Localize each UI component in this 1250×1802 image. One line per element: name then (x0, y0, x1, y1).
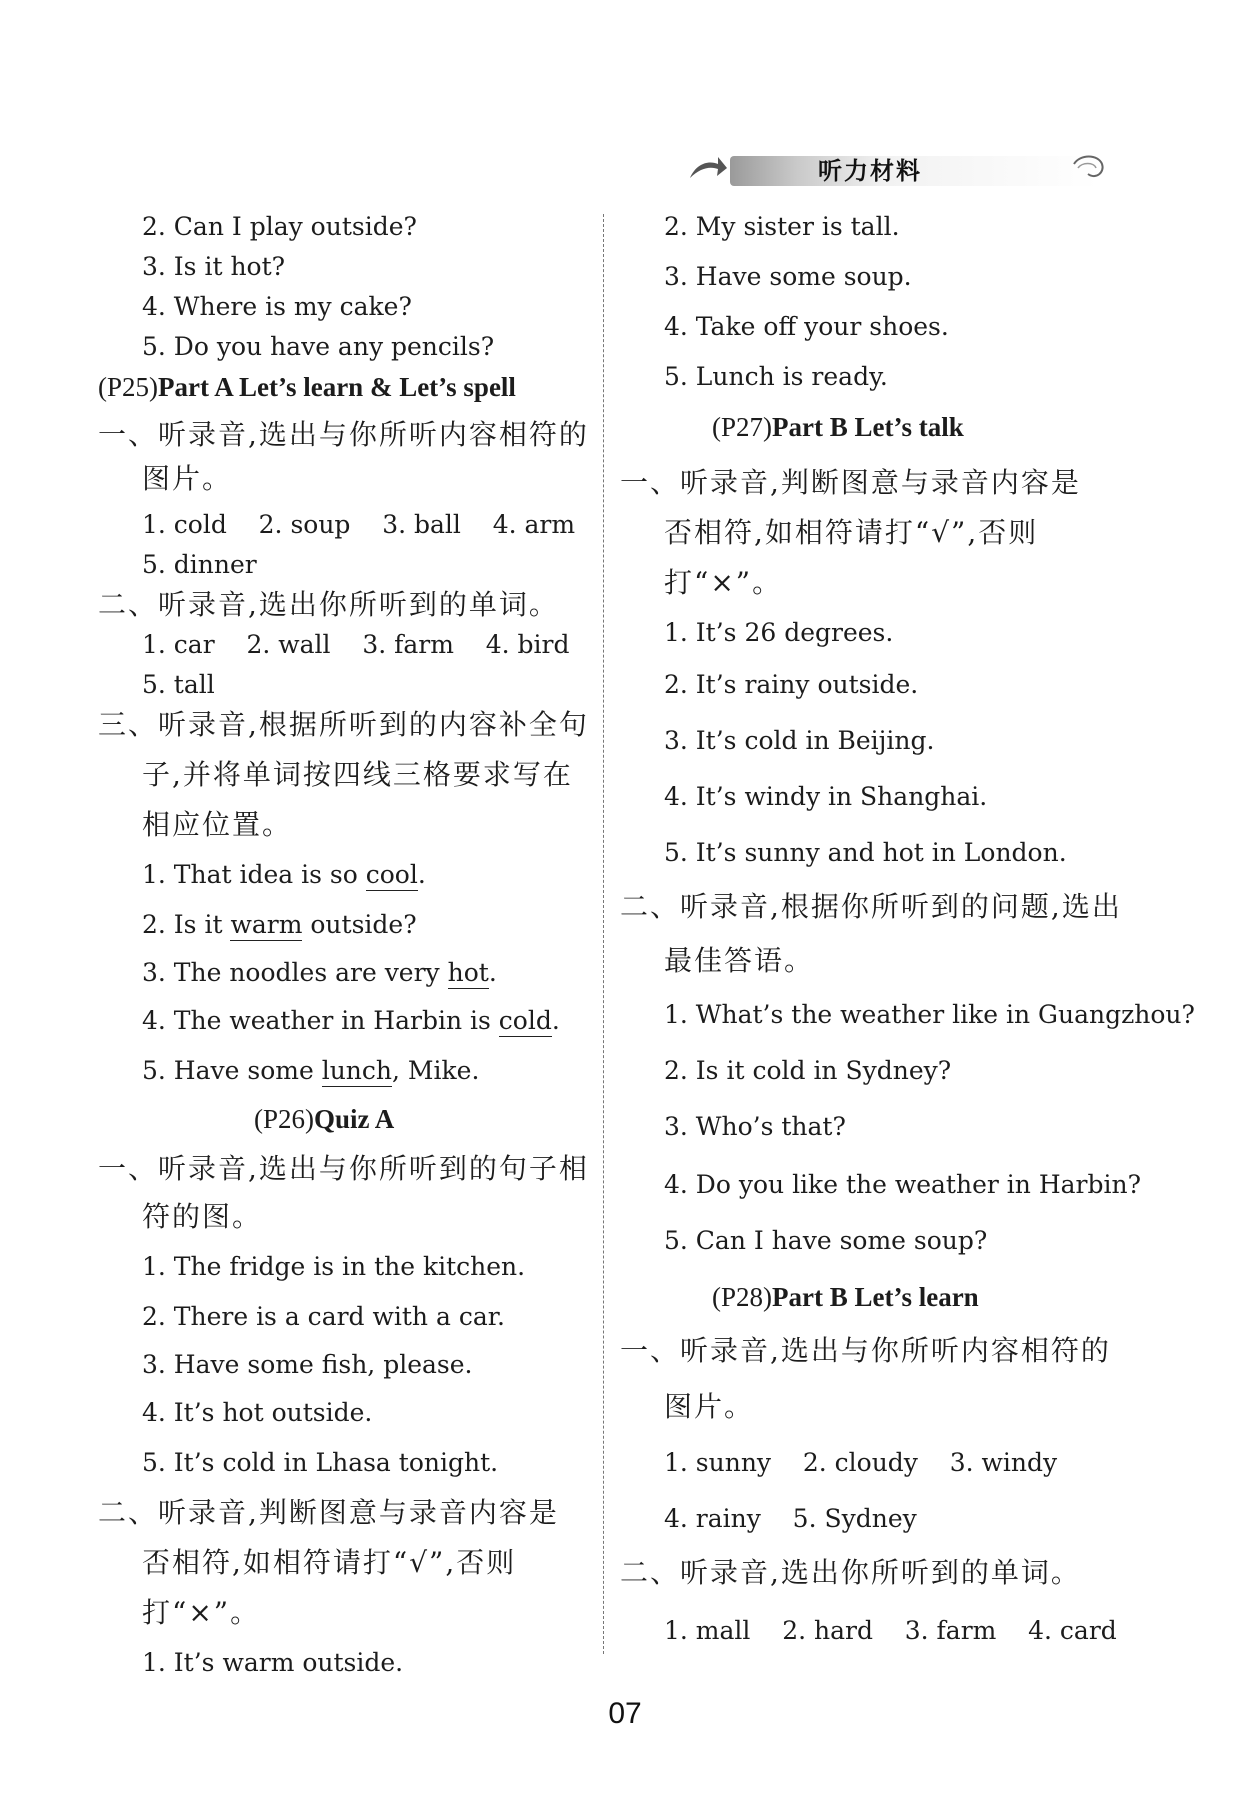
list-item: 5. Do you have any pencils? (142, 332, 495, 361)
arrow-icon (688, 154, 728, 184)
question-text: 听录音,选出与你所听内容相符的 (680, 1334, 1111, 1367)
section-title: Part B Let’s talk (772, 412, 964, 442)
question-heading (98, 588, 559, 622)
answer-word: cool (365, 860, 418, 889)
list-item: 3. Have some fish, please. (142, 1350, 473, 1379)
list-item: 5. Lunch is ready. (664, 362, 888, 391)
list-item: 2. Is it cold in Sydney? (664, 1056, 952, 1085)
question-text: 图片。 (142, 462, 233, 495)
list-item: 1. cold 2. soup 3. ball 4. arm (142, 510, 576, 539)
question-text: 听录音,根据所听到的内容补全句 (158, 708, 589, 741)
list-item: 5. dinner (142, 550, 257, 579)
question-heading (620, 890, 1122, 924)
question-text: 听录音,选出与你所听到的句子相 (158, 1152, 589, 1185)
answer-word: hot (447, 958, 489, 987)
list-item: 5. It’s cold in Lhasa tonight. (142, 1448, 499, 1477)
question-number: 二、 (620, 890, 681, 923)
list-item: 4. Do you like the weather in Harbin? (664, 1170, 1141, 1199)
fill-in-item: 1. That idea is so cool. (142, 860, 426, 889)
question-number: 二、 (98, 588, 159, 621)
question-text: 否相符,如相符请打“√”,否则 (664, 516, 1039, 549)
list-item: 5. Can I have some soup? (664, 1226, 988, 1255)
section-page: (P26) (254, 1104, 314, 1134)
section-heading-p25 (98, 370, 516, 404)
question-text: 听录音,判断图意与录音内容是 (158, 1496, 559, 1529)
list-item: 1. sunny 2. cloudy 3. windy (664, 1448, 1058, 1477)
fill-in-item: 4. The weather in Harbin is cold. (142, 1006, 560, 1035)
question-text: 最佳答语。 (664, 944, 815, 977)
list-item: 4. It’s windy in Shanghai. (664, 782, 988, 811)
list-item: 4. Where is my cake? (142, 292, 412, 321)
question-heading (620, 466, 1081, 500)
answer-word: lunch (321, 1056, 393, 1085)
list-item: 1. car 2. wall 3. farm 4. bird (142, 630, 570, 659)
list-item: 5. It’s sunny and hot in London. (664, 838, 1067, 867)
section-page: (P28) (712, 1282, 772, 1312)
column-divider (603, 214, 604, 1654)
question-heading (620, 1556, 1081, 1590)
question-number: 一、 (98, 418, 159, 451)
list-item: 4. rainy 5. Sydney (664, 1504, 917, 1533)
question-text: 听录音,选出与你所听内容相符的 (158, 418, 589, 451)
answer-word: cold (498, 1006, 552, 1035)
list-item: 2. It’s rainy outside. (664, 670, 919, 699)
question-text: 否相符,如相符请打“√”,否则 (142, 1546, 517, 1579)
fill-in-item: 5. Have some lunch, Mike. (142, 1056, 480, 1085)
fill-in-item: 2. Is it warm outside? (142, 910, 417, 939)
question-text: 图片。 (664, 1390, 755, 1423)
section-page: (P27) (712, 412, 772, 442)
list-item: 2. Can I play outside? (142, 212, 417, 241)
question-text: 听录音,根据你所听到的问题,选出 (680, 890, 1122, 923)
list-item: 1. It’s 26 degrees. (664, 618, 894, 647)
fill-in-item: 3. The noodles are very hot. (142, 958, 497, 987)
section-title: Part A Let’s learn & Let’s spell (158, 372, 516, 402)
question-heading (98, 708, 589, 742)
question-text: 听录音,选出你所听到的单词。 (680, 1556, 1081, 1589)
list-item: 1. What’s the weather like in Guangzhou? (664, 1000, 1195, 1029)
list-item: 2. My sister is tall. (664, 212, 900, 241)
list-item: 3. It’s cold in Beijing. (664, 726, 935, 755)
list-item: 2. There is a card with a car. (142, 1302, 505, 1331)
question-text: 相应位置。 (142, 808, 293, 841)
section-heading-p27 (712, 410, 964, 444)
section-heading-p28 (712, 1280, 979, 1314)
list-item: 4. It’s hot outside. (142, 1398, 373, 1427)
page-number: 07 (608, 1697, 642, 1730)
list-item: 4. Take off your shoes. (664, 312, 949, 341)
question-number: 三、 (98, 708, 159, 741)
question-number: 一、 (620, 466, 681, 499)
question-text: 听录音,选出你所听到的单词。 (158, 588, 559, 621)
question-text: 打“×”。 (664, 566, 783, 599)
section-heading-p26 (254, 1102, 394, 1136)
question-text: 打“×”。 (142, 1596, 261, 1629)
question-text: 子,并将单词按四线三格要求写在 (142, 758, 573, 791)
list-item: 3. Is it hot? (142, 252, 286, 281)
list-item: 1. mall 2. hard 3. farm 4. card (664, 1616, 1117, 1645)
answer-word: warm (230, 910, 303, 939)
question-text: 听录音,判断图意与录音内容是 (680, 466, 1081, 499)
section-title: Quiz A (314, 1104, 395, 1134)
section-title: Part B Let’s learn (772, 1282, 979, 1312)
question-number: 二、 (98, 1496, 159, 1529)
list-item: 3. Who’s that? (664, 1112, 846, 1141)
question-heading (98, 1152, 589, 1186)
question-text: 符的图。 (142, 1200, 263, 1233)
question-number: 二、 (620, 1556, 681, 1589)
question-heading (98, 418, 589, 452)
section-page: (P25) (98, 372, 158, 402)
list-item: 1. The fridge is in the kitchen. (142, 1252, 526, 1281)
list-item: 1. It’s warm outside. (142, 1648, 404, 1677)
header-title: 听力材料 (818, 156, 922, 185)
swirl-icon (1068, 150, 1108, 190)
list-item: 3. Have some soup. (664, 262, 912, 291)
question-number: 一、 (620, 1334, 681, 1367)
question-heading (98, 1496, 559, 1530)
question-number: 一、 (98, 1152, 159, 1185)
header-banner (688, 150, 1108, 190)
list-item: 5. tall (142, 670, 215, 699)
question-heading (620, 1334, 1111, 1368)
